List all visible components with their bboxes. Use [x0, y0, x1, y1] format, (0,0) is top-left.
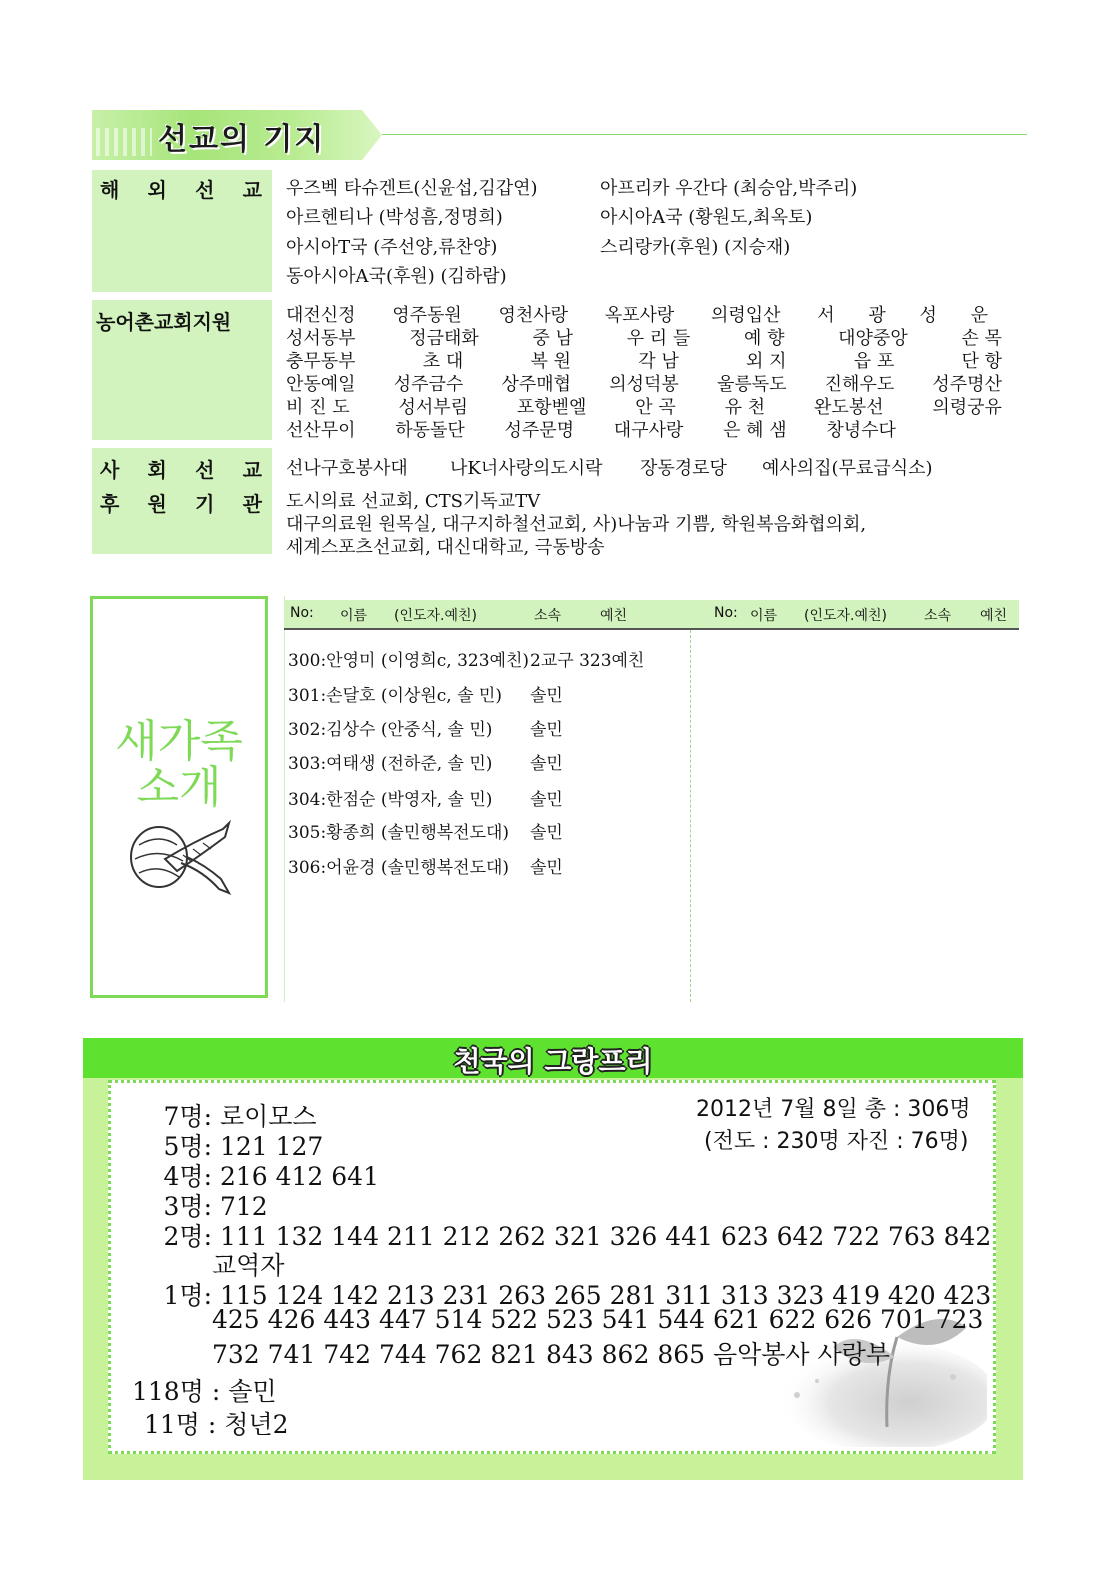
overseas-item: 아시아A국 (황원도,최옥토): [600, 207, 813, 228]
social-item: 예사의집(무료급식소): [762, 458, 933, 479]
overseas-item: 아시아T국 (주선양,류찬양): [286, 237, 498, 258]
rural-row: 충무동부 초 대 복 원 각 남 외 지 읍 포 단 항: [286, 351, 1002, 372]
rural-row: 비 진 도 성서부림 포항벧엘 안 곡 유 천 완도봉선 의령궁유: [286, 397, 1002, 418]
fish-bread-illustration: [125, 815, 235, 895]
grand-prix-date-total: 2012년 7월 8일 총 : 306명: [696, 1097, 971, 1122]
new-family-entry: 304:한점순 (박영자, 솔 민) 솔민: [288, 790, 563, 810]
grand-prix-row: 4명: 216 412 641: [163, 1162, 379, 1191]
new-family-entry: 305:황종희 (솔민행복전도대) 솔민: [288, 823, 563, 843]
grand-prix-row: 3명: 712: [163, 1192, 268, 1221]
grand-prix-row: 5명: 121 127: [163, 1132, 324, 1161]
header-rule: [382, 134, 1027, 135]
grand-prix-row: 1명: 115 124 142 213 231 263 265 281 311 313 323 419 420 423: [163, 1281, 992, 1310]
grand-prix-row: 2명: 111 132 144 211 212 262 321 326 441 623 642 722 763 842: [163, 1222, 992, 1251]
social-label: 사 회 선 교: [100, 458, 262, 482]
new-family-title: 새가족 소개: [115, 716, 243, 813]
overseas-item: 스리랑카(후원) (지승재): [600, 237, 791, 258]
new-family-entry: 302:김상수 (안중식, 솔 민) 솔민: [288, 720, 563, 740]
rural-row: 성서동부 정금태화 중 남 우 리 들 예 향 대양중앙 손 목: [286, 328, 1002, 349]
social-item: 나K너사랑의도시락: [450, 458, 603, 479]
new-family-entry: 301:손달호 (이상원c, 솔 민) 솔민: [288, 686, 563, 706]
overseas-label: 해 외 선 교: [100, 178, 262, 202]
grand-prix-row: 118명 : 솔민: [132, 1377, 277, 1406]
new-family-left-rule: [284, 596, 285, 1002]
grand-prix-row: 교역자: [212, 1251, 285, 1280]
new-family-entry: 300:안영미 (이영희c, 323예친) 2교구 323예친: [288, 651, 645, 671]
grand-prix-title-bar: [83, 1038, 1023, 1078]
overseas-item: 동아시아A국(후원) (김하람): [286, 266, 507, 287]
mission-section-header: [92, 108, 1027, 162]
rural-row: 선산무이 하동돌단 성주문명 대구사랑 은 혜 샘 창녕수다: [286, 420, 896, 441]
social-item: 장동경로당: [640, 458, 727, 479]
support-line: 도시의료 선교회, CTS기독교TV: [286, 491, 541, 512]
overseas-item: 아르헨티나 (박성흠,정명희): [286, 207, 503, 228]
rural-row: 안동예일 성주금수 상주매협 의성덕봉 울릉독도 진해우도 성주명산: [286, 374, 1002, 395]
social-item: 선나구호봉사대: [286, 458, 408, 479]
grand-prix-row: 425 426 443 447 514 522 523 541 544 621 622 626 701 723: [212, 1305, 984, 1334]
support-line: 대구의료원 원목실, 대구지하철선교회, 사)나눔과 기쁨, 학원복음화협의회,: [286, 514, 867, 535]
grand-prix-title: 천국의 그랑프리: [453, 1045, 653, 1078]
grand-prix-row: 11명 : 청년2: [144, 1410, 289, 1439]
grand-prix-row: 732 741 742 744 762 821 843 862 865 음악봉사 사랑부: [212, 1340, 890, 1369]
overseas-item: 우즈벡 타슈겐트(신윤섭,김갑연): [286, 178, 538, 199]
grand-prix-breakdown: (전도 : 230명 자진 : 76명): [704, 1129, 969, 1154]
mission-title: 선교의 기지: [158, 122, 326, 157]
new-family-entry: 303:여태생 (전하준, 솔 민) 솔민: [288, 754, 563, 774]
new-family-entry: 306:어윤경 (솔민행복전도대) 솔민: [288, 858, 563, 878]
rural-label: 농어촌교회지원: [96, 310, 232, 334]
support-line: 세계스포츠선교회, 대신대학교, 극동방송: [286, 537, 605, 558]
new-family-column-divider: [690, 630, 691, 1002]
new-family-table-header: No: 이름 (인도자.예친) 소속 예친 No: 이름 (인도자.예친) 소속 예친: [284, 600, 1019, 630]
overseas-item: 아프리카 우간다 (최승암,박주리): [600, 178, 858, 199]
support-label: 후 원 기 관: [100, 492, 262, 516]
grand-prix-row: 7명: 로이모스: [163, 1102, 317, 1131]
new-family-title-box: [90, 596, 268, 998]
rural-row: 대전신정 영주동원 영천사랑 옥포사랑 의령입산 서 광 성 운: [286, 305, 1002, 326]
